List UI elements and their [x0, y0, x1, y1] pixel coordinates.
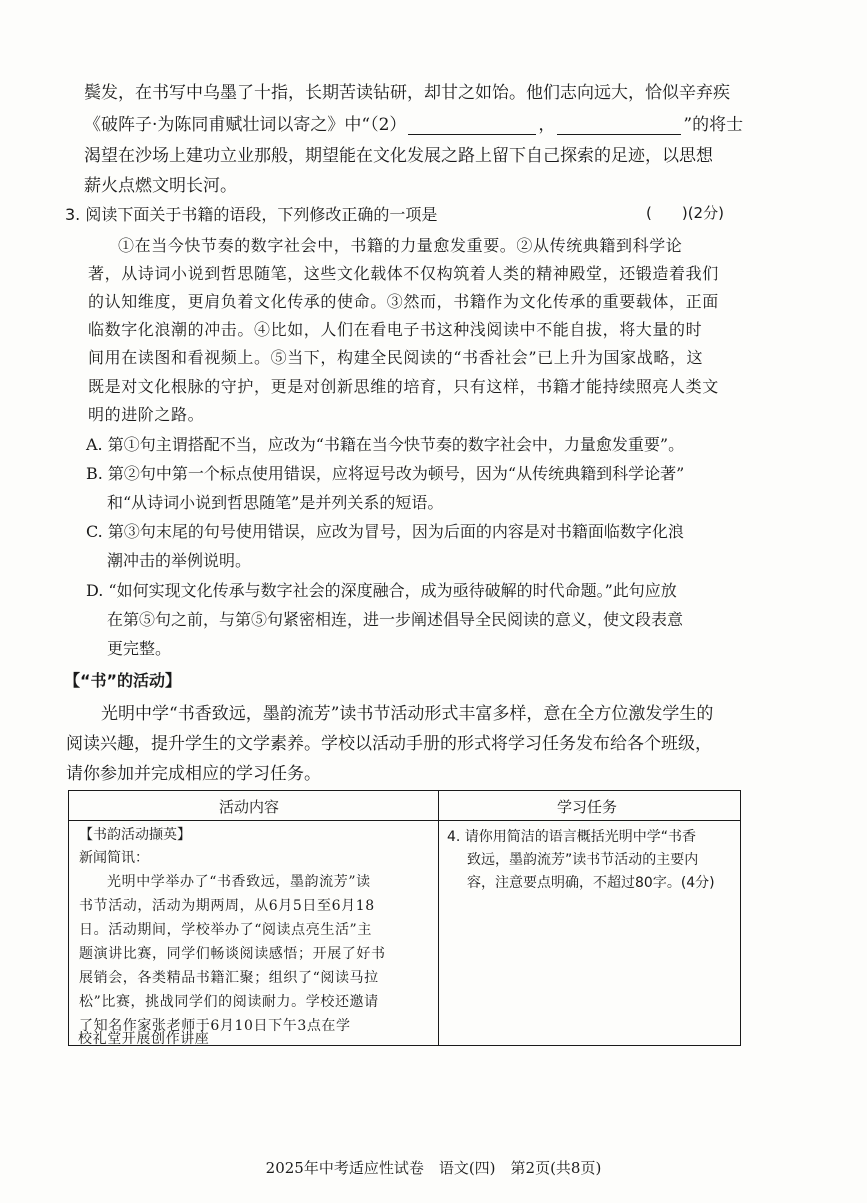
poem-blank-line: [84, 110, 743, 135]
column-header-task: 学习任务: [557, 798, 618, 816]
option-b-cont: 和“从诗词小说到哲思随笔”是并列关系的短语。: [107, 493, 444, 512]
news-line: 展销会，各类精品书籍汇聚；组织了“阅读马拉: [79, 970, 379, 986]
intro-line: 阅读兴趣，提升学生的文学素养。学校以活动手册的形式将学习任务发布给各个班级，: [66, 734, 712, 754]
activity-table: [68, 790, 741, 1046]
section-header: 【“书”的活动】: [64, 671, 182, 690]
option-c-cont: 潮冲击的举例说明。: [107, 551, 252, 570]
paragraph-line: 薪火点燃文明长河。: [84, 176, 237, 196]
table-header-row: [69, 791, 740, 821]
news-line: 题演讲比赛，同学们畅谈阅读感悟；开展了好书: [79, 946, 386, 962]
paragraph-line: 渴望在沙场上建功立业那般，期望能在文化发展之路上留下自己探索的足迹，以思想: [84, 146, 713, 166]
column-divider: [438, 791, 439, 1045]
task-line: 4. 请你用简洁的语言概括光明中学“书香: [447, 829, 697, 845]
poem-blank-suffix: ”的将士: [683, 115, 744, 135]
column-header-activity: 活动内容: [219, 798, 280, 816]
passage-line: 间用在读图和看视频上。⑤当下，构建全民阅读的“书香社会”已上升为国家战略，这: [88, 348, 704, 367]
option-d-cont: 更完整。: [107, 639, 172, 658]
passage-line: 既是对文化根脉的守护，更是对创新思维的培育，只有这样，书籍才能持续照亮人类文: [88, 377, 719, 396]
news-line: 光明中学举办了“书香致远，墨韵流芳”读: [107, 874, 371, 890]
option-a[interactable]: A. 第①句主谓搭配不当，应改为“书籍在当今快节奏的数字社会中，力量愈发重要”。: [86, 435, 685, 454]
paragraph-line: 鬓发，在书写中乌墨了十指，长期苦读钻研，却甘之如饴。他们志向远大，恰似辛弃疾: [84, 83, 730, 103]
option-d[interactable]: D. “如何实现文化传承与数字社会的深度融合，成为亟待破解的时代命题。”此句应放: [86, 581, 677, 600]
question-3-stem: 3. 阅读下面关于书籍的语段，下列修改正确的一项是: [65, 205, 438, 224]
option-d-cont: 在第⑤句之前，与第⑤句紧密相连，进一步阐述倡导全民阅读的意义，使文段表意: [107, 610, 684, 629]
news-line: 松”比赛，挑战同学们的阅读耐力。学校还邀请: [79, 994, 379, 1010]
poem-blank-prefix: 《破阵子·为陈同甫赋壮词以寄之》中“（2）: [84, 115, 407, 135]
intro-line: 请你参加并完成相应的学习任务。: [66, 764, 321, 784]
news-line: 书节活动，活动为期两周，从6月5日至6月18: [79, 898, 375, 914]
intro-line: 光明中学“书香致远，墨韵流芳”读书节活动形式丰富多样，意在全方位激发学生的: [101, 704, 714, 724]
passage-line: ①在当今快节奏的数字社会中，书籍的力量愈发重要。②从传统典籍到科学论: [118, 236, 683, 255]
option-b[interactable]: B. 第②句中第一个标点使用错误，应将逗号改为顿号，因为“从传统典籍到科学论著”: [86, 464, 685, 483]
answer-bracket[interactable]: ( )(2分): [646, 204, 724, 222]
passage-line: 著，从诗词小说到哲思随笔，这些文化载体不仅构筑着人类的精神殿堂，还锻造着我们: [88, 264, 719, 283]
answer-blank-2[interactable]: [557, 118, 681, 135]
passage-line: 明的进阶之路。: [88, 405, 205, 424]
option-c[interactable]: C. 第③句末尾的句号使用错误，应改为冒号，因为后面的内容是对书籍面临数字化浪: [86, 522, 684, 541]
task-line: 容，注意要点明确，不超过80字。(4分): [467, 875, 715, 891]
news-line: 日。活动期间，学校举办了“阅读点亮生活”主: [79, 922, 372, 938]
passage-line: 的认知维度，更肩负着文化传承的使命。③然而，书籍作为文化传承的重要载体，正面: [88, 292, 719, 311]
cell-subtitle: 新闻简讯：: [79, 850, 149, 866]
passage-line: 临数字化浪潮的冲击。④比如，人们在看电子书这种浅阅读中不能自拔，将大量的时: [88, 320, 703, 339]
task-line: 致远，墨韵流芳”读书节活动的主要内: [467, 852, 699, 868]
answer-blank-1[interactable]: [408, 118, 536, 135]
news-line: 校礼堂开展创作讲座: [78, 1031, 210, 1047]
page-footer: 2025年中考适应性试卷 语文(四) 第2页(共8页): [265, 1159, 602, 1177]
news-line: 了知名作家张老师于6月10日下午3点在学: [79, 1018, 351, 1034]
blank-separator: ，: [538, 115, 556, 135]
cell-title: 【书韵活动撷英】: [79, 827, 191, 843]
